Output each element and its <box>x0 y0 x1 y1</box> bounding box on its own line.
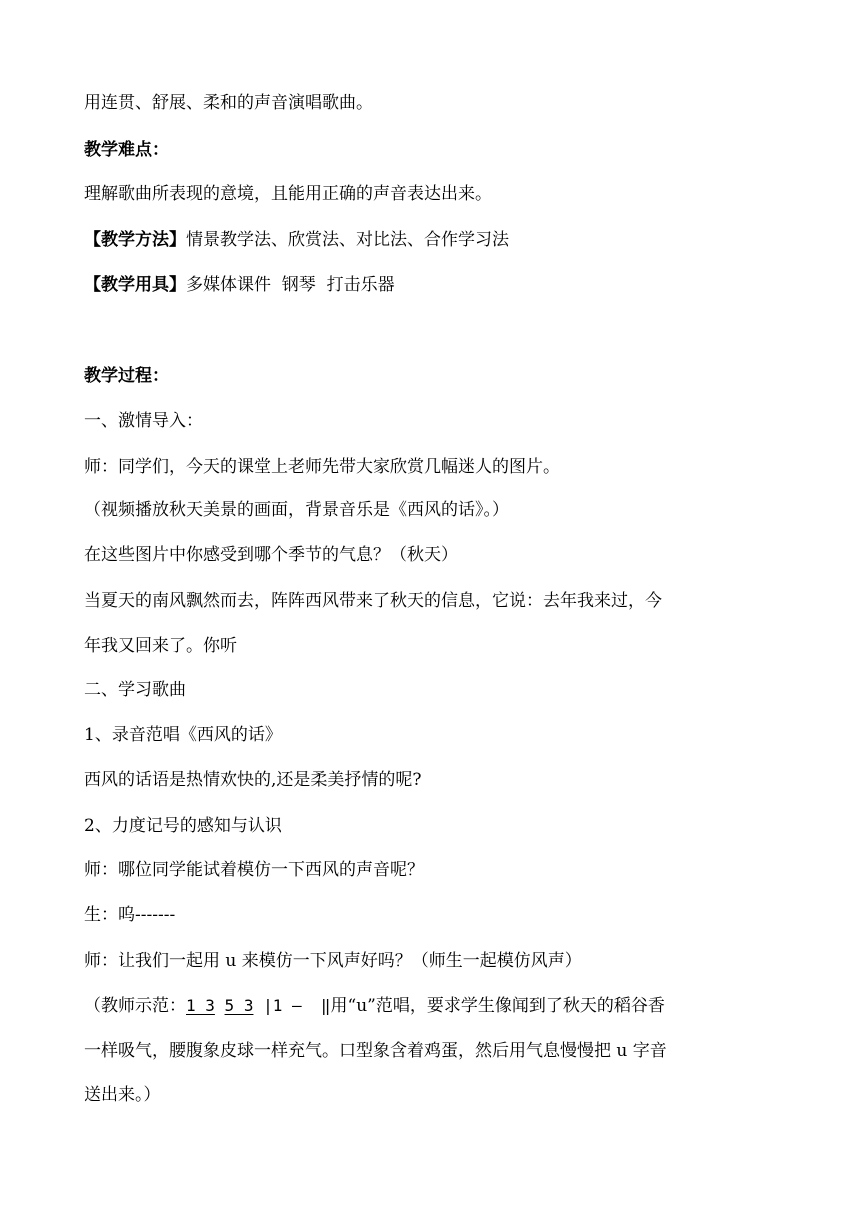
section-learn-song-title: 二、学习歌曲 <box>84 680 186 700</box>
text-line-22: 送出来。） <box>84 1085 161 1105</box>
notation-group-1: 1 3 <box>186 996 215 1015</box>
teaching-tools-line <box>84 274 395 296</box>
demo-suffix: 用“u”范唱，要求学生像闻到了秋天的稻谷香 <box>330 996 665 1016</box>
demo-prefix: （教师示范： <box>84 996 186 1016</box>
text-line-17: 师：哪位同学能试着模仿一下西风的声音呢？ <box>84 860 424 880</box>
text-line-8: 师：同学们，今天的课堂上老师先带大家欣赏几幅迷人的图片。 <box>84 457 560 477</box>
text-line-20 <box>84 995 665 1017</box>
text-line-10: 在这些图片中你感受到哪个季节的气息？（秋天） <box>84 545 458 565</box>
heading-teaching-process: 教学过程： <box>84 366 169 386</box>
teaching-method-text: 情景教学法、欣赏法、对比法、合作学习法 <box>186 230 509 250</box>
teaching-tools-text: 多媒体课件 钢琴 打击乐器 <box>186 275 395 295</box>
text-line-11: 当夏天的南风飘然而去，阵阵西风带来了秋天的信息，它说：去年我来过，今 <box>84 591 662 611</box>
text-line-14: 1、录音范唱《西风的话》 <box>84 725 282 745</box>
text-line-9: （视频播放秋天美景的画面，背景音乐是《西风的话》。） <box>84 500 509 520</box>
text-line-21: 一样吸气，腰腹象皮球一样充气。口型象含着鸡蛋，然后用气息慢慢把 u 字音 <box>84 1041 667 1061</box>
text-line-18: 生：呜------- <box>84 905 176 925</box>
text-line-19: 师：让我们一起用 u 来模仿一下风声好吗？（师生一起模仿风声） <box>84 951 582 971</box>
text-line-15: 西风的话语是热情欢快的,还是柔美抒情的呢? <box>84 770 422 790</box>
teaching-tools-label: 【教学用具】 <box>84 275 186 295</box>
heading-teaching-difficulty: 教学难点： <box>84 140 169 160</box>
notation-group-3: |1 – ‖ <box>263 996 331 1015</box>
text-line-1: 用连贯、舒展、柔和的声音演唱歌曲。 <box>84 93 373 113</box>
section-intro-title: 一、激情导入： <box>84 411 203 431</box>
text-line-12: 年我又回来了。你听 <box>84 636 237 656</box>
text-line-3: 理解歌曲所表现的意境，且能用正确的声音表达出来。 <box>84 184 492 204</box>
teaching-method-line <box>84 229 509 251</box>
teaching-method-label: 【教学方法】 <box>84 230 186 250</box>
text-line-16: 2、力度记号的感知与认识 <box>84 816 282 836</box>
notation-group-2: 5 3 <box>224 996 254 1015</box>
